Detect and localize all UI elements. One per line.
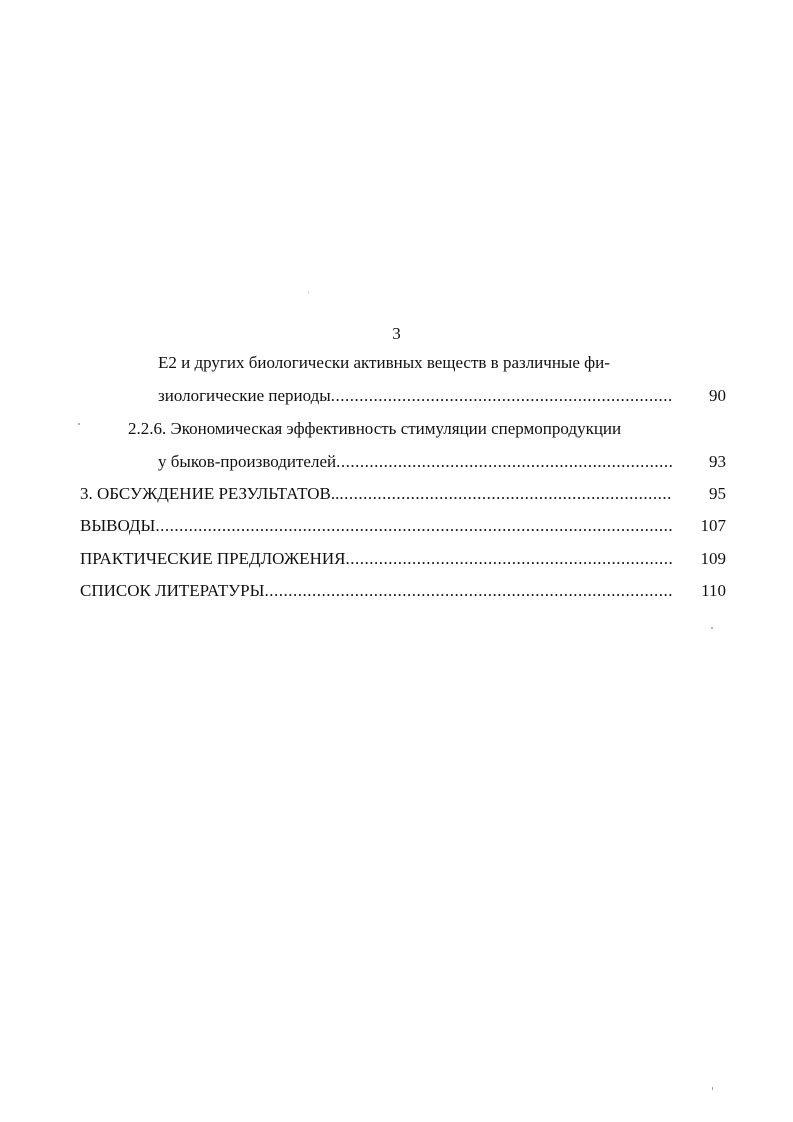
toc-entry-e2-line1: Е2 и других биологически активных веществ в различные фи- xyxy=(158,353,610,372)
toc-page-e2: 90 xyxy=(709,386,726,405)
dot-leader xyxy=(331,385,672,407)
toc-page-practical: 109 xyxy=(700,549,726,568)
scan-speck xyxy=(308,292,309,293)
toc-entry-literature-title: СПИСОК ЛИТЕРАТУРЫ xyxy=(80,581,265,600)
toc-entry-3-title: 3. ОБСУЖДЕНИЕ РЕЗУЛЬТАТОВ.. xyxy=(80,484,340,503)
toc-entry-226-line2 xyxy=(158,451,672,473)
toc-page-literature: 110 xyxy=(701,581,726,600)
dot-leader xyxy=(336,451,672,473)
dot-leader xyxy=(155,515,672,537)
toc-entry-conclusions xyxy=(80,515,672,537)
scan-speck xyxy=(78,423,80,425)
scan-speck xyxy=(712,1087,713,1090)
dot-leader xyxy=(339,483,672,505)
toc-page-conclusions: 107 xyxy=(700,516,726,535)
dot-leader xyxy=(264,580,672,602)
toc-entry-226-title: у быков-производителей xyxy=(158,452,337,471)
toc-entry-conclusions-title: ВЫВОДЫ xyxy=(80,516,156,535)
scan-speck xyxy=(711,627,713,629)
toc-entry-literature xyxy=(80,580,672,602)
toc-entry-practical-title: ПРАКТИЧЕСКИЕ ПРЕДЛОЖЕНИЯ xyxy=(80,549,346,568)
toc-entry-226-line1: 2.2.6. Экономическая эффективность стимуляции спермопродукции xyxy=(128,419,622,438)
toc-page-3: 95 xyxy=(709,484,726,503)
toc-entry-e2-line2 xyxy=(158,385,672,407)
page-number: 3 xyxy=(392,324,401,343)
toc-entry-e2-title: зиологические периоды xyxy=(158,386,331,405)
toc-entry-3 xyxy=(80,483,672,505)
toc-entry-practical xyxy=(80,548,672,570)
toc-page-226: 93 xyxy=(709,452,726,471)
dot-leader xyxy=(345,548,672,570)
